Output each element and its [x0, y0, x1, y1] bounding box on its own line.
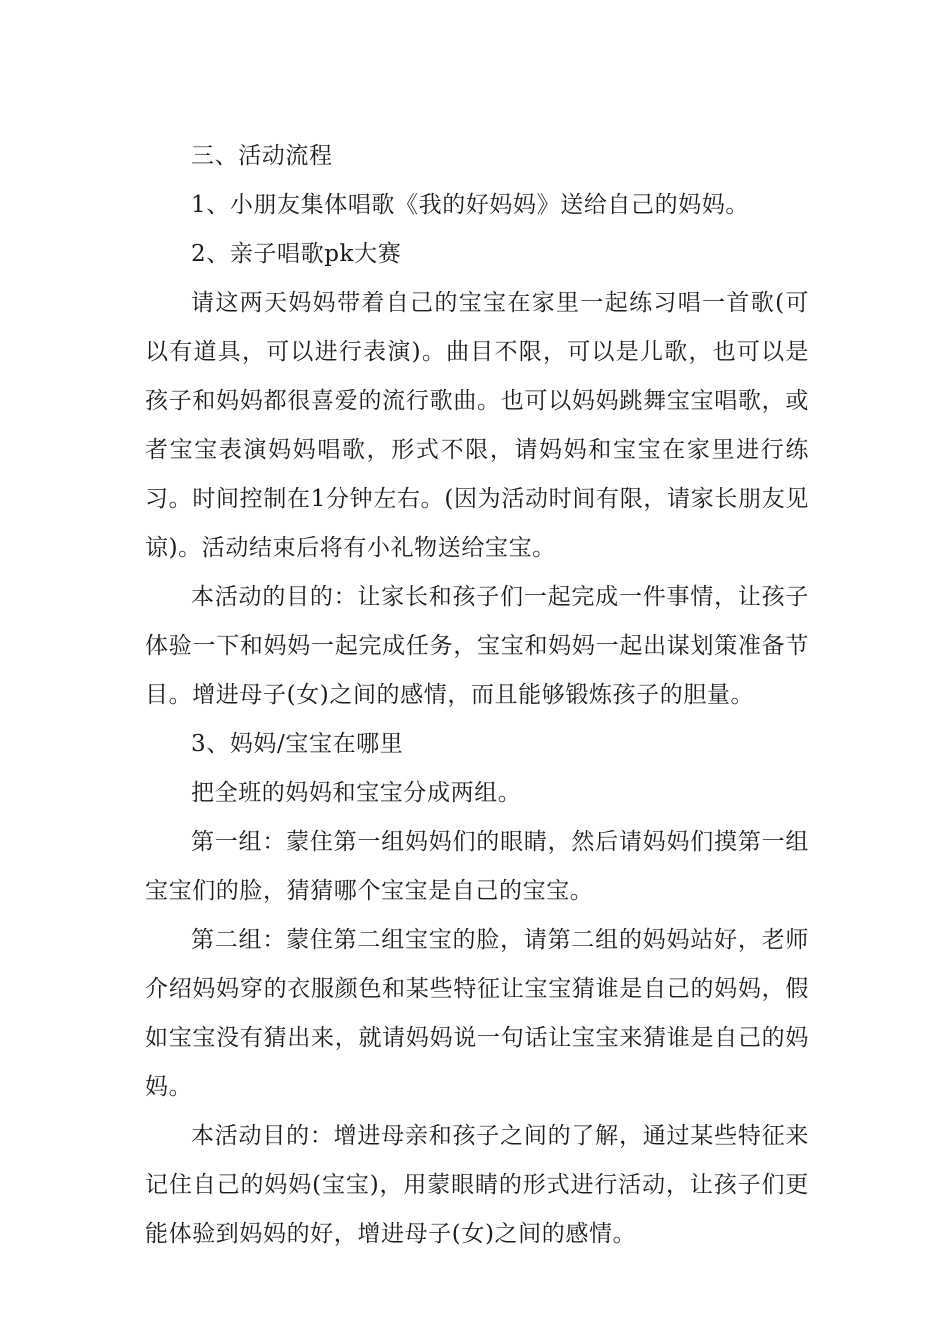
step-2-purpose-paragraph: 本活动的目的：让家长和孩子们一起完成一件事情，让孩子体验一下和妈妈一起完成任务，宝宝和妈妈一起出谋划策准备节目。增进母子(女)之间的感情，而且能够锻炼孩子的胆量。 [145, 584, 809, 708]
section-heading-activity-flow: 三、活动流程 [191, 143, 333, 169]
step-3-purpose-paragraph: 本活动目的：增进母亲和孩子之间的了解，通过某些特征来记住自己的妈妈(宝宝)，用蒙眼睛的形式进行活动，让孩子们更能体验到妈妈的好，增进母子(女)之间的感情。 [145, 1123, 809, 1247]
step-1-paragraph: 1、小朋友集体唱歌《我的好妈妈》送给自己的妈妈。 [191, 192, 750, 218]
document-body [145, 132, 809, 1259]
step-2-heading: 2、亲子唱歌pk大赛 [191, 241, 402, 267]
step-3-heading: 3、妈妈/宝宝在哪里 [191, 731, 404, 757]
step-2-description-paragraph: 请这两天妈妈带着自己的宝宝在家里一起练习唱一首歌(可以有道具，可以进行表演)。曲目不限，可以是儿歌，也可以是孩子和妈妈都很喜爱的流行歌曲。也可以妈妈跳舞宝宝唱歌，或者宝宝表演妈妈唱歌，形式不限，请妈妈和宝宝在家里进行练习。时间控制在1分钟左右。(因为活动时间有限，请家长朋友见谅)。活动结束后将有小礼物送给宝宝。 [145, 290, 809, 561]
group-2-paragraph: 第二组：蒙住第二组宝宝的脸，请第二组的妈妈站好，老师介绍妈妈穿的衣服颜色和某些特征让宝宝猜谁是自己的妈妈，假如宝宝没有猜出来，就请妈妈说一句话让宝宝来猜谁是自己的妈妈。 [145, 927, 809, 1100]
step-3-intro-paragraph: 把全班的妈妈和宝宝分成两组。 [191, 780, 522, 806]
group-1-paragraph: 第一组：蒙住第一组妈妈们的眼睛，然后请妈妈们摸第一组宝宝们的脸，猜猜哪个宝宝是自己的宝宝。 [145, 829, 809, 904]
